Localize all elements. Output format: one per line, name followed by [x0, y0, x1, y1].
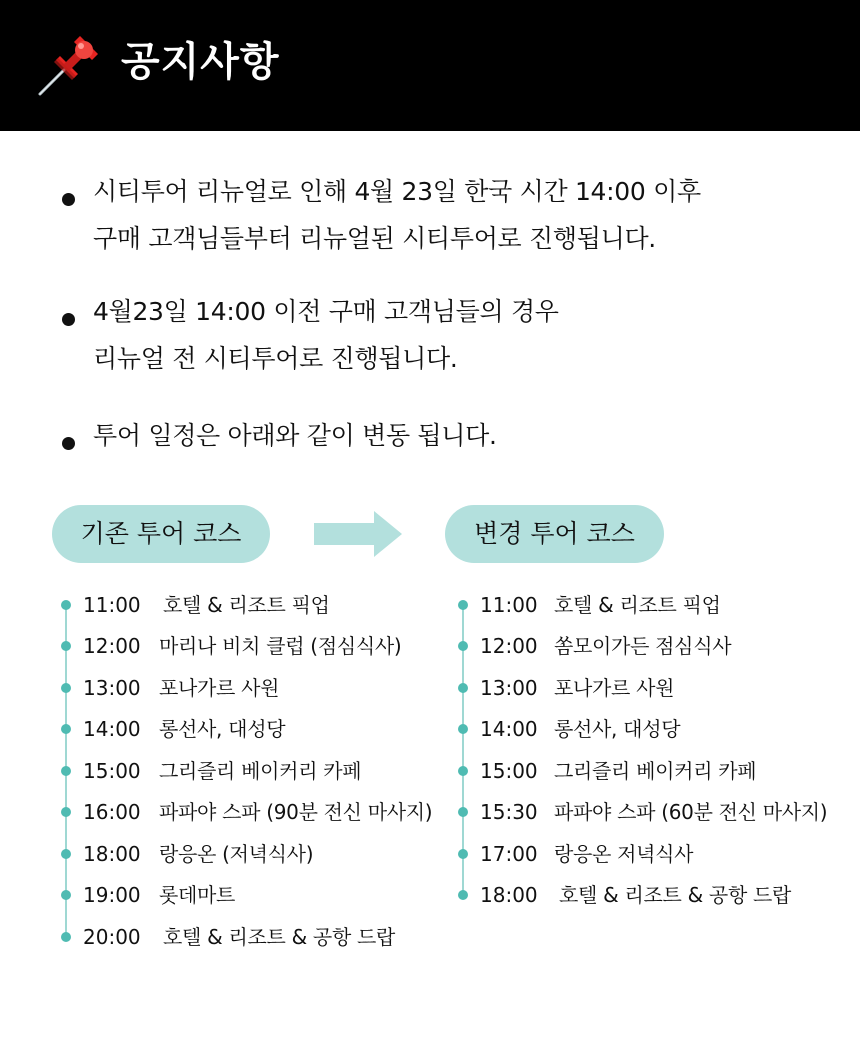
schedule-time: 15:30: [480, 800, 538, 824]
schedule-desc: 호텔 & 리조트 & 공항 드랍: [559, 883, 792, 907]
timeline-dot: [458, 807, 468, 817]
notice-text: 시티투어 리뉴얼로 인해 4월 23일 한국 시간 14:00 이후: [93, 177, 701, 206]
timeline-dot: [458, 600, 468, 610]
schedule-desc: 롱선사, 대성당: [159, 717, 286, 741]
timeline-dot: [458, 849, 468, 859]
timeline-dot: [61, 807, 71, 817]
notice-item: [62, 176, 842, 256]
timeline-dot: [458, 641, 468, 651]
schedule-desc: 쏨모이가든 점심식사: [554, 634, 732, 658]
timeline-dot: [61, 600, 71, 610]
notice-text: 투어 일정은 아래와 같이 변동 됩니다.: [93, 421, 497, 450]
schedule-desc: 파파야 스파 (60분 전신 마사지): [554, 800, 828, 824]
schedule-time: 14:00: [480, 717, 538, 741]
original-course-label: 기존 투어 코스: [52, 505, 270, 563]
timeline-dot: [61, 849, 71, 859]
schedule-desc: 포나가르 사원: [554, 676, 675, 700]
schedule-time: 12:00: [480, 634, 538, 658]
timeline-dot: [61, 932, 71, 942]
schedule-time: 12:00: [83, 634, 141, 658]
notice-text: 구매 고객님들부터 리뉴얼된 시티투어로 진행됩니다.: [93, 224, 656, 253]
right-arrow-icon: [314, 511, 402, 557]
bullet-icon: [62, 437, 75, 450]
schedule-time: 15:00: [83, 759, 141, 783]
schedule-desc: 그리즐리 베이커리 카페: [159, 759, 362, 783]
schedule-desc: 호텔 & 리조트 픽업: [163, 593, 330, 617]
schedule-desc: 그리즐리 베이커리 카페: [554, 759, 757, 783]
schedule-time: 13:00: [480, 676, 538, 700]
schedule-desc: 호텔 & 리조트 픽업: [554, 593, 721, 617]
timeline-dot: [61, 766, 71, 776]
timeline-dot: [458, 724, 468, 734]
page-title: 공지사항: [121, 39, 280, 85]
timeline-dot: [61, 724, 71, 734]
schedule-desc: 랑응온 저녁식사: [554, 842, 694, 866]
timeline-dot: [458, 683, 468, 693]
schedule-time: 14:00: [83, 717, 141, 741]
schedule-time: 19:00: [83, 883, 141, 907]
schedule-time: 11:00: [480, 593, 538, 617]
schedule-time: 18:00: [480, 883, 538, 907]
schedule-time: 16:00: [83, 800, 141, 824]
bullet-icon: [62, 313, 75, 326]
notice-item: [62, 420, 842, 454]
schedule-desc: 포나가르 사원: [159, 676, 280, 700]
timeline-dot: [61, 890, 71, 900]
bullet-icon: [62, 193, 75, 206]
schedule-desc: 랑응온 (저녁식사): [159, 842, 314, 866]
notice-header: [0, 0, 860, 131]
schedule-time: 11:00: [83, 593, 141, 617]
schedule-desc: 마리나 비치 클럽 (점심식사): [159, 634, 402, 658]
schedule-time: 15:00: [480, 759, 538, 783]
notice-text: 4월23일 14:00 이전 구매 고객님들의 경우: [93, 297, 559, 326]
timeline-dot: [458, 890, 468, 900]
schedule-time: 18:00: [83, 842, 141, 866]
schedule-time: 13:00: [83, 676, 141, 700]
schedule-desc: 롯데마트: [159, 883, 236, 907]
timeline-dot: [61, 641, 71, 651]
schedule-time: 17:00: [480, 842, 538, 866]
timeline-dot: [458, 766, 468, 776]
schedule-time: 20:00: [83, 925, 141, 949]
notice-text: 리뉴얼 전 시티투어로 진행됩니다.: [93, 344, 458, 373]
schedule-desc: 롱선사, 대성당: [554, 717, 681, 741]
schedule-desc: 파파야 스파 (90분 전신 마사지): [159, 800, 433, 824]
schedule-desc: 호텔 & 리조트 & 공항 드랍: [163, 925, 396, 949]
pushpin-icon: [34, 30, 104, 100]
changed-course-label: 변경 투어 코스: [445, 505, 664, 563]
notice-item: [62, 296, 842, 376]
timeline-dot: [61, 683, 71, 693]
